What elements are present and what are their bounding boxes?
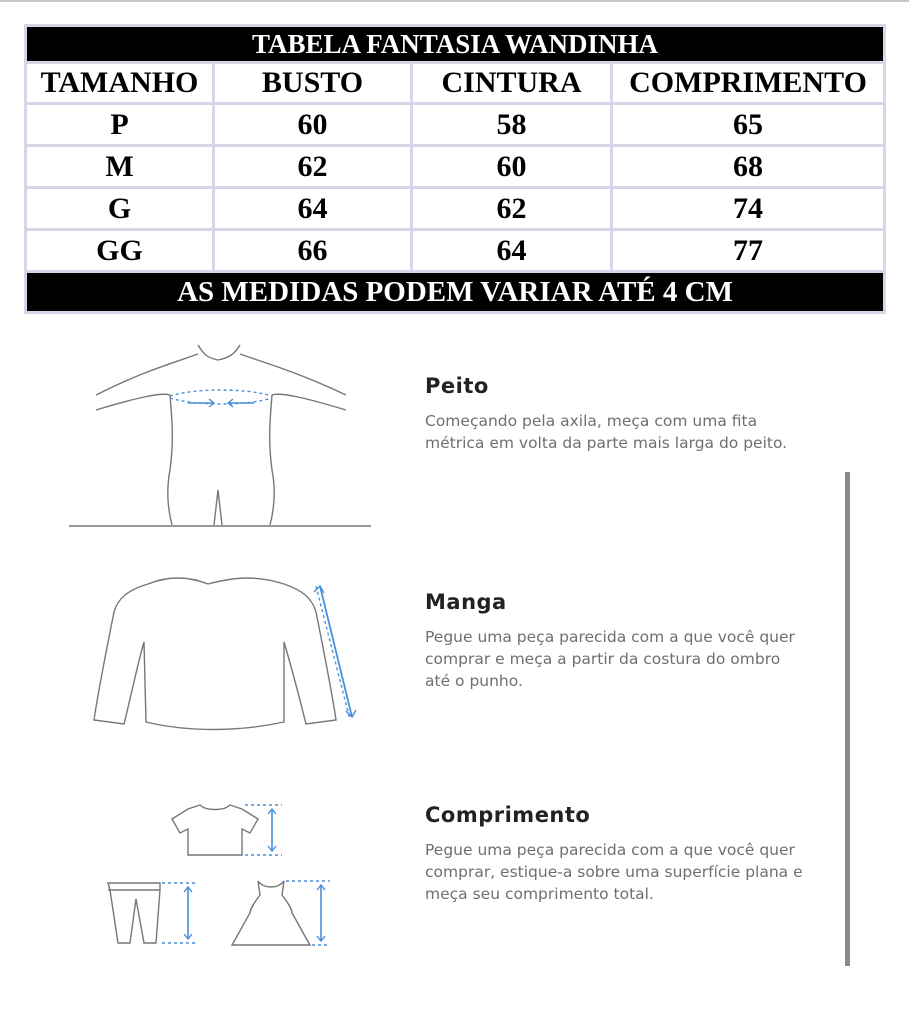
table-header-row: [26, 63, 885, 104]
chest-description: Começando pela axila, meça com uma fita métrica em volta da parte mais larga do peito.: [425, 412, 788, 452]
table-row: [26, 230, 885, 272]
arrow-left-icon: [228, 399, 254, 407]
cell-size: M: [26, 146, 214, 188]
cell-bust: 60: [214, 104, 412, 146]
cell-length: 68: [612, 146, 885, 188]
length-section: [425, 803, 805, 905]
sleeve-description: Pegue uma peça parecida com a que você quer comprar e meça a partir da costura do ombro até o punho.: [425, 628, 795, 690]
chest-measure-illustration: [66, 340, 376, 530]
sleeve-title: Manga: [425, 590, 507, 614]
pants-outline: [108, 883, 160, 943]
right-shoulder-line: [240, 354, 346, 395]
torso-right: [270, 395, 274, 525]
arrow-right-icon: [188, 399, 214, 407]
neck-outline: [198, 345, 240, 360]
sleeve-measure-illustration: [88, 572, 363, 737]
left-shoulder-line: [96, 354, 198, 395]
cell-bust: 62: [214, 146, 412, 188]
chest-section: [425, 374, 805, 454]
tape-front: [170, 398, 272, 404]
sweater-collar: [148, 578, 208, 584]
header-size: TAMANHO: [26, 63, 214, 104]
table-row: [26, 146, 885, 188]
header-bust: BUSTO: [214, 63, 412, 104]
length-description: Pegue uma peça parecida com a que você quer comprar, estique-a sobre uma superfície plana e meça seu comprimento total.: [425, 841, 803, 903]
cell-length: 74: [612, 188, 885, 230]
cell-bust: 64: [214, 188, 412, 230]
tape-back: [170, 390, 272, 396]
length-measure-illustration: [100, 795, 340, 955]
cell-waist: 60: [412, 146, 612, 188]
table-row: [26, 104, 885, 146]
sweater-outline: [94, 578, 336, 730]
table-note: AS MEDIDAS PODEM VARIAR ATÉ 4 CM: [26, 272, 885, 313]
cell-waist: 58: [412, 104, 612, 146]
top-divider: [0, 0, 909, 2]
cell-size: GG: [26, 230, 214, 272]
cell-waist: 64: [412, 230, 612, 272]
cell-waist: 62: [412, 188, 612, 230]
cell-size: G: [26, 188, 214, 230]
size-table: [24, 24, 886, 314]
cell-size: P: [26, 104, 214, 146]
header-waist: CINTURA: [412, 63, 612, 104]
right-arm-line: [272, 394, 346, 410]
arrow-up-icon: [314, 586, 324, 593]
sleeve-section: [425, 590, 805, 692]
sleeve-arrow: [320, 586, 352, 717]
cell-bust: 66: [214, 230, 412, 272]
header-length: COMPRIMENTO: [612, 63, 885, 104]
tshirt-outline: [172, 805, 258, 855]
length-title: Comprimento: [425, 803, 591, 827]
left-arm-line: [96, 394, 170, 410]
legs-split: [214, 490, 222, 525]
table-title: TABELA FANTASIA WANDINHA: [26, 26, 885, 63]
torso-left: [168, 395, 172, 525]
chest-title: Peito: [425, 374, 489, 398]
cell-length: 77: [612, 230, 885, 272]
dress-outline: [232, 881, 310, 945]
cell-length: 65: [612, 104, 885, 146]
scrollbar[interactable]: [845, 472, 850, 966]
table-row: [26, 188, 885, 230]
